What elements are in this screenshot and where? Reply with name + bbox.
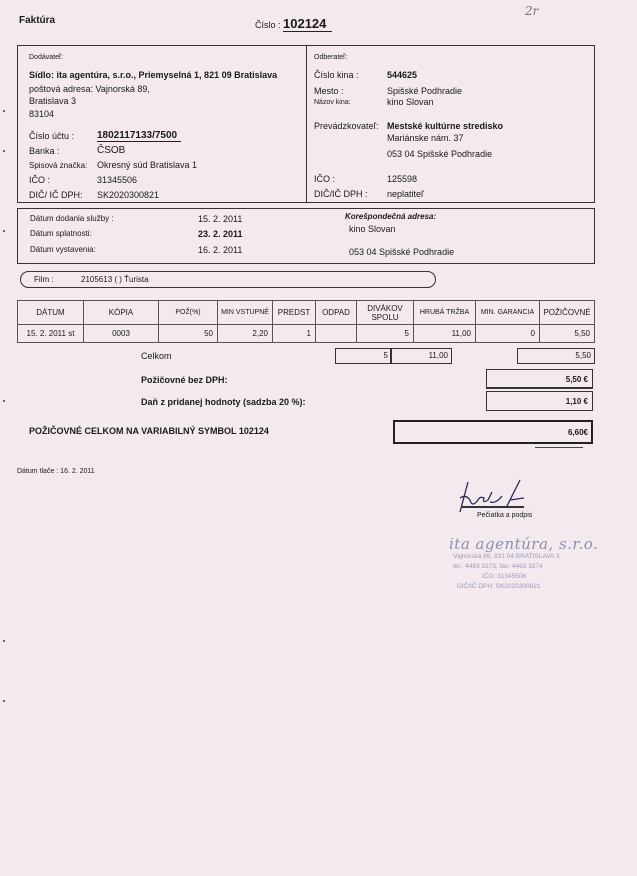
file-label: Spisová značka: <box>29 161 88 170</box>
customer-dic: neplatiteľ <box>387 189 424 199</box>
cinema-no: 544625 <box>387 70 418 80</box>
cell-copy: 0003 <box>84 325 159 343</box>
customer-ico: 125598 <box>387 174 418 184</box>
file-value: Okresný súd Bratislava 1 <box>97 160 198 170</box>
cell-waste <box>316 325 357 343</box>
supplier-postal-1: poštová adresa: Vajnorská 89, <box>29 84 150 94</box>
scan-mark <box>3 150 5 152</box>
total-gross: 11,00 <box>428 351 448 360</box>
col-header: DIVÁKOV SPOLU <box>357 301 414 325</box>
stamp-line1: Vajnorská 89, 831 04 BRATISLAVA 3 <box>453 553 560 560</box>
correspondence-line1: kino Slovan <box>349 224 396 234</box>
corner-handwritten-mark: 2r <box>525 4 539 18</box>
vat-value: 1,10 € <box>565 397 588 406</box>
customer-dic-label: DIČ/IČ DPH : <box>314 189 368 199</box>
cell-viewers: 5 <box>357 325 414 343</box>
issue-label: Dátum vystavenia: <box>30 245 96 254</box>
due-label: Dátum splatnosti: <box>30 229 92 238</box>
supplier-heading: Dodávateľ: <box>29 54 63 61</box>
operator-name: Mestské kultúrne stredisko <box>387 121 504 131</box>
net-label: Požičovné bez DPH: <box>141 375 228 385</box>
operator-street: Mariánske nám. 37 <box>387 133 464 143</box>
supplier-dic: SK2020300821 <box>97 190 160 200</box>
total-rent: 5,50 <box>575 351 591 360</box>
col-header: MIN VSTUPNÉ <box>218 301 273 325</box>
stamp-line2: tel.: 4463 3273, fax: 4463 3274 <box>453 563 543 570</box>
col-header: MIN. GARANCIA <box>476 301 540 325</box>
col-header: POŽ(%) <box>159 301 218 325</box>
col-header: DÁTUM <box>18 301 84 325</box>
invoice-number-label: Číslo : <box>255 20 281 30</box>
cell-min-guarantee: 0 <box>476 325 540 343</box>
signature-line <box>462 506 524 508</box>
print-date: Dátum tlače : 16. 2. 2011 <box>17 468 95 475</box>
cell-min-ticket: 2,20 <box>218 325 273 343</box>
supplier-seat: Sídlo: ita agentúra, s.r.o., Priemyselná 1, 821 09 Bratislava <box>29 70 278 80</box>
signature-icon <box>450 478 540 516</box>
parties-divider <box>306 45 307 203</box>
col-header: HRUBÁ TRŽBA <box>414 301 476 325</box>
invoice-number: 102124 <box>283 16 332 32</box>
net-value: 5,50 € <box>565 375 588 384</box>
correspondence-heading: Korešpondečná adresa: <box>345 212 437 221</box>
supplier-postal-2: Bratislava 3 <box>29 96 77 106</box>
cinema-name: kino Slovan <box>387 97 434 107</box>
due-date: 23. 2. 2011 <box>198 229 243 239</box>
supplier-dic-label: DIČ/ IČ DPH: <box>29 190 83 200</box>
cell-gross: 11,00 <box>414 325 476 343</box>
scan-mark <box>3 400 5 402</box>
table-header-row <box>18 301 595 325</box>
grand-total-label: POŽIČOVNÉ CELKOM NA VARIABILNÝ SYMBOL 102124 <box>29 426 269 436</box>
grand-total-value: 6,60€ <box>567 428 588 437</box>
account-number: 1802117133/7500 <box>97 130 181 142</box>
delivery-label: Dátum dodania služby : <box>30 214 114 223</box>
stamp-line4: DIČ/IČ DPH: SK2020300821 <box>457 583 541 590</box>
account-label: Číslo účtu : <box>29 131 75 141</box>
supplier-ico-label: IČO : <box>29 175 51 185</box>
bank-label: Banka : <box>29 146 60 156</box>
cell-percent: 50 <box>159 325 218 343</box>
cell-date: 15. 2. 2011 st <box>18 325 84 343</box>
correspondence-line2: 053 04 Spišské Podhradie <box>349 247 455 257</box>
col-header: POŽIČOVNÉ <box>540 301 595 325</box>
total-viewers: 5 <box>383 351 388 360</box>
col-header: PREDST <box>273 301 316 325</box>
table-row <box>18 325 595 343</box>
operator-label: Prevádzkovateľ: <box>314 121 379 131</box>
cinema-name-label: Názov kina: <box>314 99 351 106</box>
vat-label: Daň z pridanej hodnoty (sadzba 20 %): <box>141 397 306 407</box>
delivery-date: 15. 2. 2011 <box>198 214 243 224</box>
city-label: Mesto : <box>314 86 344 96</box>
supplier-ico: 31345506 <box>97 175 138 185</box>
scan-mark <box>3 110 5 112</box>
supplier-zip: 83104 <box>29 109 55 119</box>
customer-ico-label: IČO : <box>314 174 336 184</box>
stamp-line3: IČO: 31345506 <box>482 573 527 580</box>
invoice-title: Faktúra <box>19 15 56 26</box>
scan-mark <box>3 640 5 642</box>
film-value: 2105613 ( ) Ťurista <box>81 275 149 284</box>
cinema-no-label: Číslo kina : <box>314 70 359 80</box>
customer-heading: Odberateľ: <box>314 54 348 61</box>
col-header: ODPAD <box>316 301 357 325</box>
bank-value: ČSOB <box>97 145 126 156</box>
signature-caption: Pečiatka a podpis <box>477 512 533 519</box>
cell-screenings: 1 <box>273 325 316 343</box>
col-header: KÓPIA <box>84 301 159 325</box>
rental-table <box>17 300 595 343</box>
issue-date: 16. 2. 2011 <box>198 245 243 255</box>
scan-mark <box>3 700 5 702</box>
city: Spišské Podhradie <box>387 86 463 96</box>
total-label: Celkom <box>141 351 172 361</box>
cell-rent: 5,50 <box>540 325 595 343</box>
operator-city: 053 04 Spišské Podhradie <box>387 149 493 159</box>
stamp-name: ita agentúra, s.r.o. <box>449 535 599 553</box>
scan-mark <box>3 230 5 232</box>
total-underline <box>535 447 583 448</box>
film-label: Film : <box>34 275 54 284</box>
